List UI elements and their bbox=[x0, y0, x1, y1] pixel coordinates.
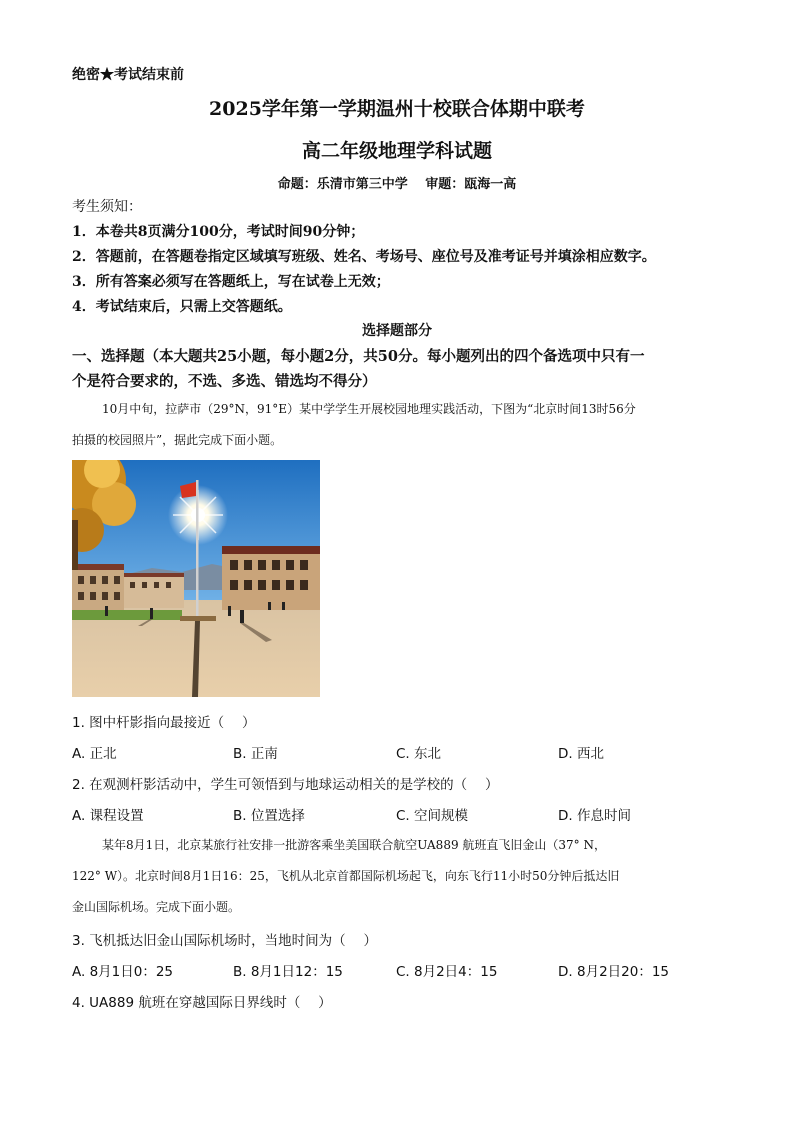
option-a[interactable]: A. 课程设置 bbox=[72, 808, 144, 824]
passage-line: 金山国际机场。完成下面小题。 bbox=[72, 900, 241, 914]
notice-item: 2．答题前，在答题卷指定区域填写班级、姓名、考场号、座位号及准考证号并填涂相应数字。 bbox=[72, 249, 656, 265]
option-d[interactable]: D. 作息时间 bbox=[558, 808, 631, 824]
notice-item: 4．考试结束后，只需上交答题纸。 bbox=[72, 299, 292, 315]
notice-heading: 考生须知： bbox=[72, 199, 142, 215]
passage-line: 拍摄的校园照片”，据此完成下面小题。 bbox=[72, 433, 283, 447]
exam-subtitle: 高二年级地理学科试题 bbox=[301, 140, 492, 162]
passage-line: 某年8月1日，北京某旅行社安排一批游客乘坐美国联合航空UA889 航班直飞旧金山（37° N， bbox=[102, 838, 606, 852]
option-d[interactable]: D. 西北 bbox=[558, 746, 604, 762]
authors-line: 命题：乐清市第三中学 审题：瓯海一高 bbox=[277, 177, 517, 192]
option-a[interactable]: A. 8月1日0：25 bbox=[72, 964, 174, 980]
exam-title: 2025学年第一学期温州十校联合体期中联考 bbox=[209, 98, 585, 120]
campus-photo bbox=[72, 460, 320, 697]
section-title: 选择题部分 bbox=[362, 323, 432, 339]
notice-item: 1．本卷共8页满分100分，考试时间90分钟； bbox=[72, 224, 365, 240]
option-c[interactable]: C. 空间规模 bbox=[396, 808, 469, 824]
passage-line: 122° W）。北京时间8月1日16：25，飞机从北京首都国际机场起飞，向东飞行11小时50分钟后抵达旧 bbox=[72, 869, 620, 883]
option-a[interactable]: A. 正北 bbox=[72, 746, 117, 762]
option-c[interactable]: C. 东北 bbox=[396, 746, 442, 762]
part-intro-line: 个是符合要求的，不选、多选、错选均不得分） bbox=[72, 373, 377, 390]
secret-mark: 绝密★考试结束前 bbox=[72, 67, 184, 83]
passage-line: 10月中旬，拉萨市（29°N，91°E）某中学学生开展校园地理实践活动，下图为“北京时间13时56分 bbox=[102, 402, 636, 416]
option-b[interactable]: B. 正南 bbox=[233, 746, 278, 762]
question-stem: 2. 在观测杆影活动中，学生可领悟到与地球运动相关的是学校的（ ） bbox=[72, 777, 499, 793]
option-c[interactable]: C. 8月2日4：15 bbox=[396, 964, 498, 980]
question-stem: 4. UA889 航班在穿越国际日界线时（ ） bbox=[72, 995, 332, 1011]
question-stem: 1. 图中杆影指向最接近（ ） bbox=[72, 715, 256, 731]
part-intro-line: 一、选择题（本大题共25小题，每小题2分，共50分。每小题列出的四个备选项中只有一 bbox=[72, 348, 645, 365]
option-b[interactable]: B. 8月1日12：15 bbox=[233, 964, 343, 980]
notice-item: 3．所有答案必须写在答题纸上，写在试卷上无效； bbox=[72, 274, 390, 290]
option-b[interactable]: B. 位置选择 bbox=[233, 808, 305, 824]
question-stem: 3. 飞机抵达旧金山国际机场时，当地时间为（ ） bbox=[72, 933, 377, 949]
option-d[interactable]: D. 8月2日20：15 bbox=[558, 964, 670, 980]
